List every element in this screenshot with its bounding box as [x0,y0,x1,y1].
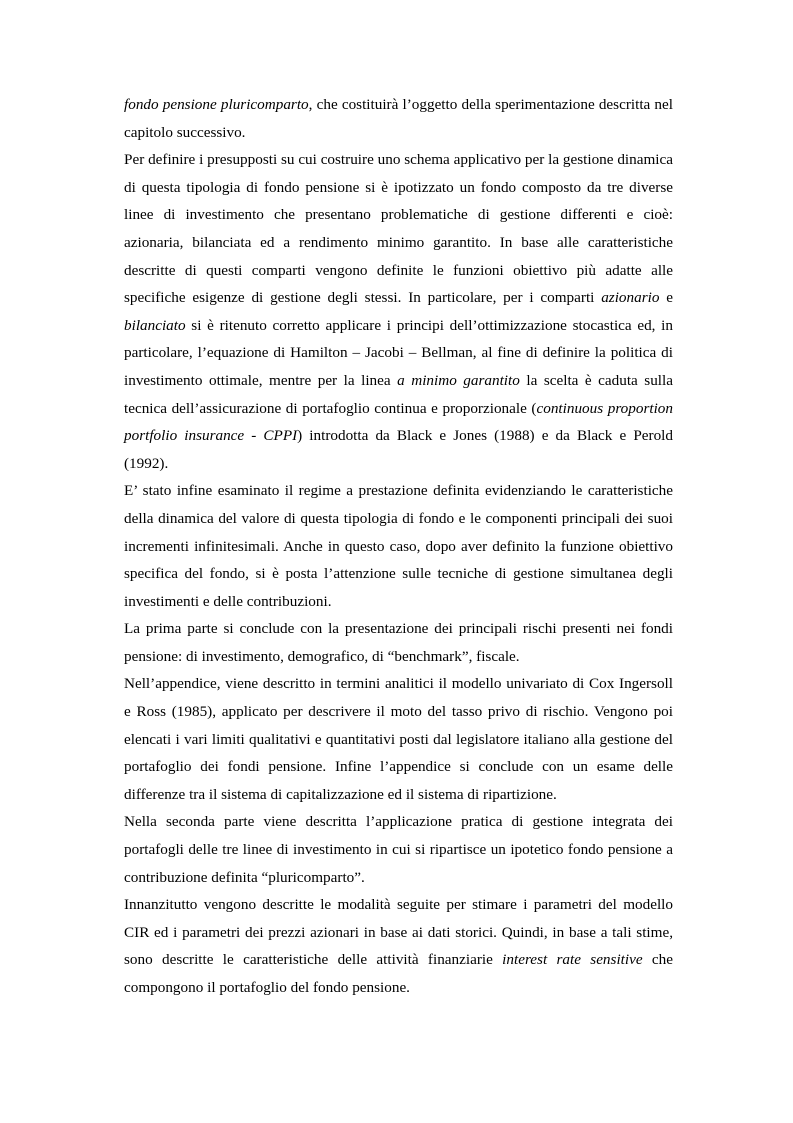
text-span: interest rate sensitive [502,951,643,969]
text-span: che compongono il portafoglio del fondo pensione. [124,951,673,996]
paragraph [124,808,673,891]
paragraph [124,477,673,615]
text-span: fondo pensione pluricomparto [124,96,309,113]
paragraph [124,615,673,670]
text-span: la scelta è caduta sulla tecnica dell’assicurazione di portafoglio continua e proporzionale ( [124,371,673,417]
paragraph [124,891,673,1001]
text-span: azionario [601,289,660,307]
text-span: Innanzitutto vengono descritte le modalità seguite per stimare i parametri del modello CIR ed i parametri dei prezzi azionari in base ai dati storici. Quindi, in base a tali stime, sono descritte le caratteristiche delle attività finanziarie [124,896,673,969]
text-span: Nella seconda parte viene descritta l’applicazione pratica di gestione integrata dei portafogli delle tre linee di investimento in cui si ripartisce un ipotetico fondo pensione a contribuzione definita “pluricomparto”. [124,813,673,886]
text-span: continuous proportion portfolio insurance - CPPI [124,399,673,445]
text-span: E’ stato infine esaminato il regime a prestazione definita evidenziando le caratteristiche della dinamica del valore di questa tipologia di fondo e le componenti principali dei suoi incrementi infinitesimali. Anche in questo caso, dopo aver definito la funzione obiettivo specifica del fondo, si è posta l’attenzione sulle tecniche di gestione simultanea degli investimenti e delle contribuzioni. [124,482,673,610]
text-span: La prima parte si conclude con la presentazione dei principali rischi presenti nei fondi pensione: di investimento, demografico, di “benchmark”, fiscale. [124,620,673,665]
text-span: , che costituirà l’oggetto della sperimentazione descritta nel capitolo successivo. [124,96,673,141]
paragraph [124,146,673,477]
paragraph [124,670,673,808]
text-span: bilanciato [124,316,186,334]
text-span: ) introdotta da Black e Jones (1988) e da Black e Perold (1992). [124,427,673,472]
text-span: Nell’appendice, viene descritto in termini analitici il modello univariato di Cox Ingersoll e Ross (1985), applicato per descrivere il moto del tasso privo di rischio. Vengono poi elencati i vari limiti qualitativi e quantitativi posti dal legislatore italiano alla gestione del portafoglio dei fondi pensione. Infine l’appendice si conclude con un esame delle differenze tra il sistema di capitalizzazione ed il sistema di ripartizione. [124,675,673,803]
text-span: si è ritenuto corretto applicare i principi dell’ottimizzazione stocastica ed, in particolare, l’equazione di Hamilton – Jacobi – Bellman, al fine di definire la politica di investimento ottimale, mentre per la linea [124,316,673,389]
paragraph [124,91,673,146]
body-text [124,91,673,1002]
text-span: Per definire i presupposti su cui costruire uno schema applicativo per la gestione dinamica di questa tipologia di fondo pensione si è ipotizzato un fondo composto da tre diverse linee di investimento che presentano problematiche di gestione differenti e cioè: azionaria, bilanciata ed a rendimento minimo garantito. In base alle caratteristiche descritte di questi comparti vengono definite le funzioni obiettivo più adatte alle specifiche esigenze di gestione degli stessi. In particolare, per i comparti [124,151,673,307]
text-span: e [659,289,673,307]
text-span: a minimo garantito [397,371,520,389]
